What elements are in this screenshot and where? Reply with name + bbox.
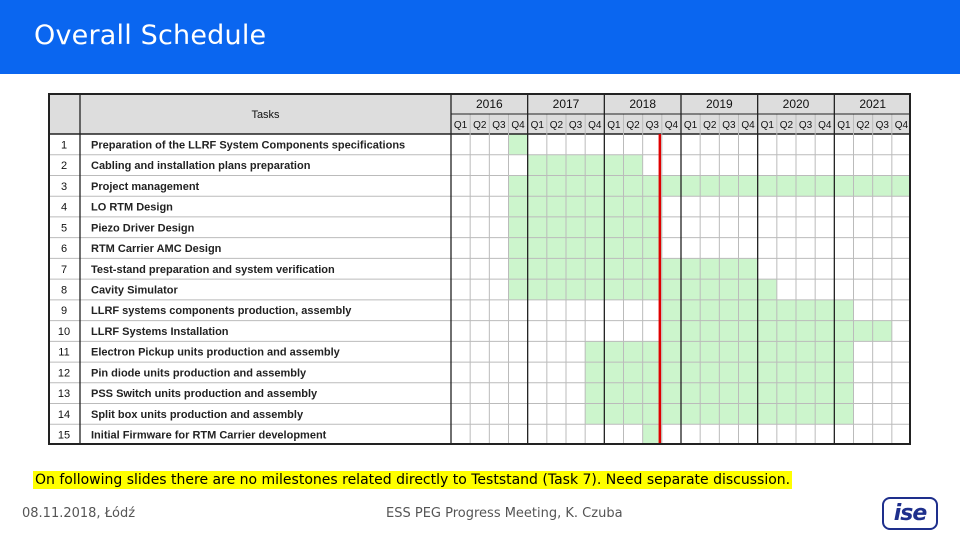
quarter-label: Q3	[492, 120, 506, 131]
quarter-label: Q1	[837, 120, 851, 131]
task-number: 2	[60, 160, 68, 173]
task-number: 12	[57, 367, 71, 380]
task-name: LLRF systems components production, assembly	[91, 305, 352, 318]
task-name: Electron Pickup units production and assembly	[91, 346, 340, 359]
year-label-2018: 2018	[629, 97, 657, 111]
task-number: 15	[57, 429, 71, 442]
task-name: RTM Carrier AMC Design	[91, 243, 222, 256]
quarter-label: Q1	[530, 120, 544, 131]
ise-logo	[882, 497, 938, 530]
quarter-label: Q3	[798, 120, 813, 131]
quarter-label: Q2	[473, 120, 487, 131]
task-number: 8	[60, 284, 68, 297]
task-number: 3	[60, 180, 68, 193]
quarter-label: Q1	[683, 120, 698, 131]
task-number: 9	[60, 305, 68, 318]
quarter-label: Q4	[741, 120, 755, 131]
task-name: Project management	[91, 180, 200, 193]
task-name: Cabling and installation plans preparation	[91, 160, 311, 173]
quarter-label: Q2	[549, 120, 564, 131]
discussion-note: On following slides there are no milestones related directly to Teststand (Task 7). Need separate discussion.	[35, 472, 791, 488]
quarter-label: Q3	[722, 120, 736, 131]
task-name: Preparation of the LLRF System Components specifications	[91, 139, 406, 152]
footer-date: 08.11.2018, Łódź	[22, 506, 136, 521]
quarter-label: Q3	[875, 120, 889, 131]
slide-title: Overall Schedule	[34, 20, 267, 51]
quarter-label: Q1	[607, 120, 621, 131]
task-name: LLRF Systems Installation	[91, 325, 229, 338]
task-name: LO RTM Design	[91, 201, 173, 214]
task-number: 10	[57, 325, 71, 338]
task-name: Cavity Simulator	[91, 284, 178, 297]
quarter-label: Q2	[703, 120, 717, 131]
task-name: PSS Switch units production and assembly	[91, 388, 318, 401]
quarter-label: Q2	[626, 120, 640, 131]
quarter-label: Q3	[645, 120, 659, 131]
year-label-2017: 2017	[552, 97, 580, 111]
quarter-label: Q1	[760, 120, 774, 131]
quarter-label: Q4	[664, 120, 679, 131]
footer-meeting: ESS PEG Progress Meeting, K. Czuba	[386, 506, 623, 521]
task-number: 5	[60, 222, 68, 235]
year-label-2016: 2016	[475, 97, 503, 111]
quarter-label: Q2	[856, 120, 870, 131]
year-label-2020: 2020	[782, 97, 810, 111]
task-number: 14	[57, 408, 71, 421]
task-number: 7	[60, 263, 68, 276]
title-bar	[0, 0, 960, 74]
task-number: 11	[58, 346, 70, 359]
quarter-label: Q2	[779, 120, 794, 131]
gantt-bar-3	[509, 175, 912, 196]
ise-logo-text: ise	[893, 500, 927, 526]
quarter-label: Q4	[511, 120, 525, 131]
task-number: 4	[60, 201, 68, 214]
gantt-bar-7	[509, 258, 758, 279]
task-number: 6	[60, 243, 68, 256]
quarter-label: Q4	[894, 120, 909, 131]
task-name: Initial Firmware for RTM Carrier development	[91, 429, 327, 442]
year-label-2021: 2021	[859, 97, 887, 111]
gantt-bar-1	[509, 134, 528, 155]
quarter-label: Q4	[818, 120, 832, 131]
quarter-label: Q1	[453, 120, 468, 131]
quarter-label: Q3	[568, 120, 583, 131]
gantt-chart	[48, 93, 911, 445]
task-number: 13	[57, 388, 71, 401]
task-name: Test-stand preparation and system verification	[91, 263, 335, 276]
task-name: Split box units production and assembly	[91, 408, 304, 421]
task-number: 1	[60, 139, 68, 152]
task-name: Pin diode units production and assembly	[91, 367, 307, 380]
quarter-label: Q4	[588, 120, 602, 131]
year-label-2019: 2019	[705, 97, 733, 111]
tasks-header: Tasks	[251, 109, 280, 121]
task-name: Piezo Driver Design	[91, 222, 195, 235]
